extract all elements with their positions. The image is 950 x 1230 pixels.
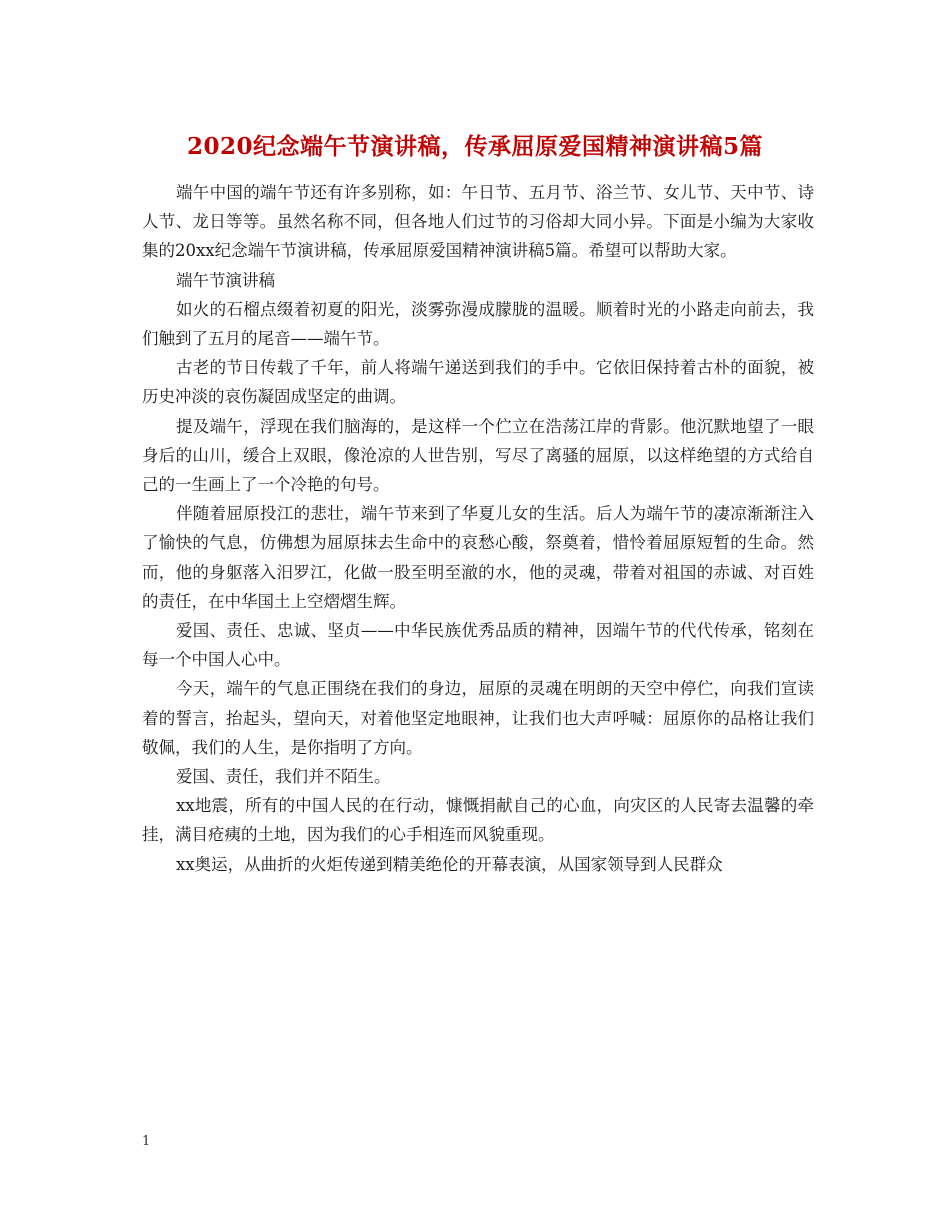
paragraph: xx奥运，从曲折的火炬传递到精美绝伦的开幕表演，从国家领导到人民群众 [176,854,723,874]
paragraph: 爱国、责任，我们并不陌生。 [176,767,391,787]
paragraph: 今天，端午的气息正围绕在我们的身边，屈原的灵魂在明朗的天空中停伫，向我们宣读着的誓言，抬起头，望向天，对着他坚定地眼神，让我们也大声呼喊：屈原你的品格让我们敬佩，我们的人生，是你指明了方向。 [142,679,814,757]
paragraph: 爱国、责任、忠诚、坚贞——中华民族优秀品质的精神，因端午节的代代传承，铭刻在每一个中国人心中。 [142,621,814,670]
paragraph: 古老的节日传载了千年，前人将端午递送到我们的手中。它依旧保持着古朴的面貌，被历史冲淡的哀伤凝固成坚定的曲调。 [142,358,814,407]
paragraph: xx地震，所有的中国人民的在行动，慷慨捐献自己的心血，向灾区的人民寄去温馨的牵挂，满目疮痍的土地，因为我们的心手相连而风貌重现。 [142,796,814,845]
section-heading: 端午节演讲稿 [176,270,275,290]
paragraph-intro: 端午中国的端午节还有许多别称，如：午日节、五月节、浴兰节、女儿节、天中节、诗人节、龙日等等。虽然名称不同，但各地人们过节的习俗却大同小异。下面是小编为大家收集的20xx纪念端午节演讲稿，传承屈原爱国精神演讲稿5篇。希望可以帮助大家。 [142,183,814,261]
document-title: 2020纪念端午节演讲稿，传承屈原爱国精神演讲稿5篇 [186,133,764,160]
paragraph: 伴随着屈原投江的悲壮，端午节来到了华夏儿女的生活。后人为端午节的凄凉渐渐注入了愉快的气息，仿佛想为屈原抹去生命中的哀愁心酸，祭奠着，惜怜着屈原短暂的生命。然而，他的身躯落入汨罗江，化做一股至明至澈的水，他的灵魂，带着对祖国的赤诚、对百姓的责任，在中华国土上空熠熠生辉。 [142,504,814,611]
paragraph: 提及端午，浮现在我们脑海的，是这样一个伫立在浩荡江岸的背影。他沉默地望了一眼身后的山川，缓合上双眼，像沧凉的人世告别，写尽了离骚的屈原，以这样绝望的方式给自己的一生画上了一个冷艳的句号。 [142,416,814,495]
page-number: 1 [142,1134,151,1149]
document-body [142,178,814,879]
paragraph: 如火的石榴点缀着初夏的阳光，淡雾弥漫成朦胧的温暖。顺着时光的小路走向前去，我们触到了五月的尾音——端午节。 [142,299,814,349]
